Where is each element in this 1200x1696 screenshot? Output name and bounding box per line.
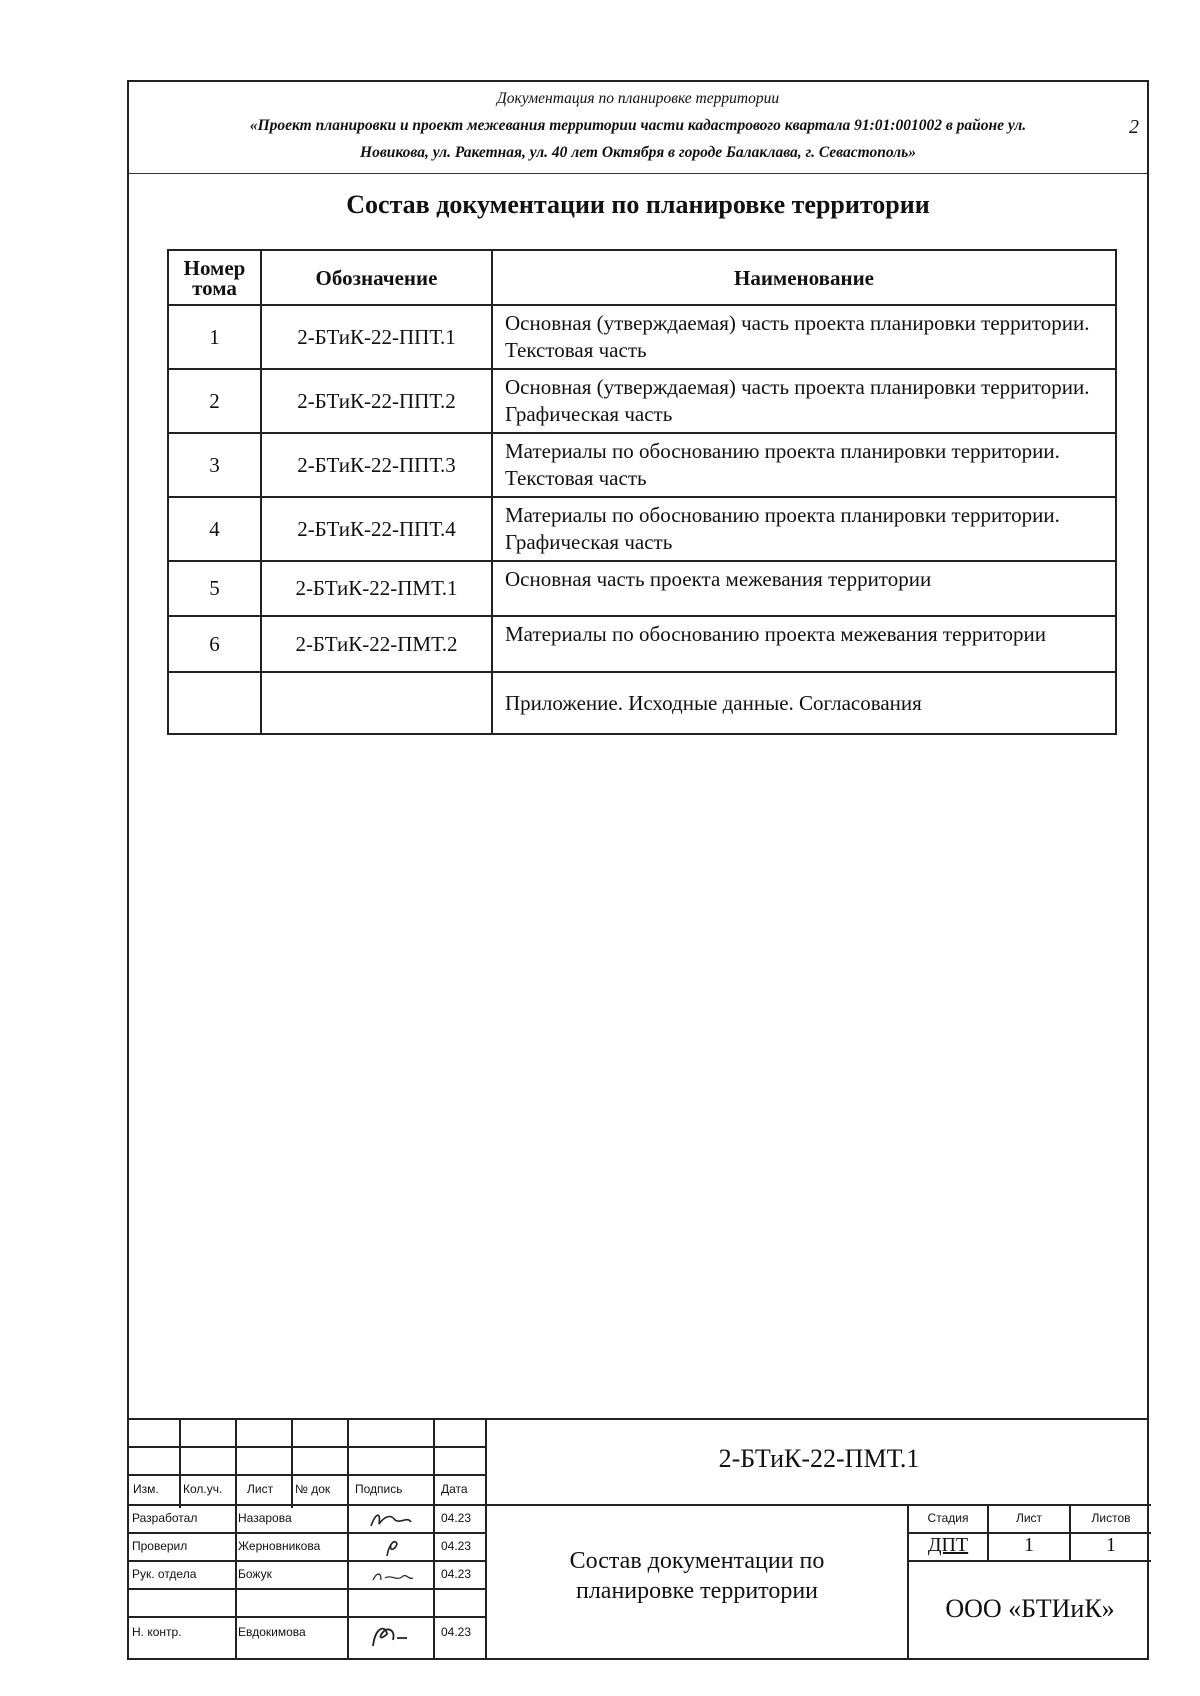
signature-mark <box>351 1506 431 1532</box>
stamp-col-ndok: № док <box>295 1482 331 1496</box>
role-label: Рук. отдела <box>132 1567 197 1581</box>
volume-code <box>261 672 492 734</box>
volume-code: 2-БТиК-22-ПМТ.1 <box>261 561 492 616</box>
stamp-grid-line <box>235 1420 237 1660</box>
volume-number: 5 <box>168 561 261 616</box>
stamp-grid-line <box>907 1504 909 1660</box>
volume-name: Материалы по обоснованию проекта планировки территории. Текстовая часть <box>492 433 1116 497</box>
stamp-grid-line <box>179 1420 181 1508</box>
stamp-grid-line <box>129 1504 1151 1506</box>
stamp-grid-line <box>129 1474 485 1476</box>
document-header <box>129 82 1147 174</box>
column-header-name: Наименование <box>492 250 1116 305</box>
role-date: 04.23 <box>441 1511 472 1525</box>
volume-name: Основная (утверждаемая) часть проекта планировки территории. Текстовая часть <box>492 305 1116 369</box>
stamp-col-list: Лист <box>247 1482 274 1496</box>
contents-table <box>167 249 1117 735</box>
volume-name: Основная часть проекта межевания территории <box>492 561 1116 616</box>
stamp-stage-value: ДПТ <box>927 1534 969 1556</box>
volume-code: 2-БТиК-22-ППТ.3 <box>261 433 492 497</box>
volume-number: 3 <box>168 433 261 497</box>
table-header-row <box>168 250 1116 305</box>
table-row <box>168 305 1116 369</box>
column-header-code: Обозначение <box>261 250 492 305</box>
stamp-sheet-value: 1 <box>1024 1534 1034 1556</box>
stamp-col-data: Дата <box>441 1482 468 1496</box>
table-row <box>168 561 1116 616</box>
volume-number: 1 <box>168 305 261 369</box>
volume-number: 4 <box>168 497 261 561</box>
stamp-col-podpis: Подпись <box>355 1482 403 1496</box>
volume-number: 2 <box>168 369 261 433</box>
stamp-company: ООО «БТИиК» <box>945 1594 1115 1623</box>
role-person: Жерновникова <box>238 1539 321 1553</box>
stamp-stage-header: Стадия <box>927 1511 969 1525</box>
stamp-grid-line <box>129 1616 485 1618</box>
table-row <box>168 616 1116 672</box>
stamp-sheet-header: Лист <box>1015 1511 1043 1525</box>
table-row <box>168 369 1116 433</box>
signature-mark <box>351 1534 431 1560</box>
role-date: 04.23 <box>441 1625 472 1639</box>
role-date: 04.23 <box>441 1567 472 1581</box>
stamp-doc-title-line-1: Состав документации по <box>569 1548 825 1574</box>
role-label: Проверил <box>132 1539 188 1553</box>
stamp-sheets-value: 1 <box>1106 1534 1116 1556</box>
stamp-grid-line <box>129 1446 485 1448</box>
table-row <box>168 672 1116 734</box>
title-block <box>129 1418 1147 1658</box>
signature-mark <box>351 1562 431 1588</box>
role-person: Евдокимова <box>238 1625 306 1639</box>
table-row <box>168 497 1116 561</box>
signature-mark <box>351 1618 431 1654</box>
header-line-2: «Проект планировки и проект межевания территории части кадастрового квартала 91:01:001002 в районе ул. <box>249 117 1027 134</box>
stamp-doc-title-line-2: планировке территории <box>575 1578 819 1604</box>
volume-number: 6 <box>168 616 261 672</box>
role-person: Назарова <box>238 1511 292 1525</box>
stamp-col-izm: Изм. <box>133 1482 159 1496</box>
volume-code: 2-БТиК-22-ПМТ.2 <box>261 616 492 672</box>
volume-name: Приложение. Исходные данные. Согласования <box>492 672 1116 734</box>
column-header-volume: Номер тома <box>168 250 261 305</box>
page-title: Состав документации по планировке территории <box>346 190 930 219</box>
volume-code: 2-БТиК-22-ППТ.4 <box>261 497 492 561</box>
stamp-grid-line <box>129 1532 485 1534</box>
stamp-grid-line <box>291 1420 293 1508</box>
volume-code: 2-БТиК-22-ППТ.1 <box>261 305 492 369</box>
volume-name: Материалы по обоснованию проекта межевания территории <box>492 616 1116 672</box>
sheet-number: 2 <box>1129 116 1139 138</box>
role-label: Разработал <box>132 1511 198 1525</box>
volume-code: 2-БТиК-22-ППТ.2 <box>261 369 492 433</box>
stamp-doc-code: 2-БТиК-22-ПМТ.1 <box>718 1444 920 1473</box>
volume-name: Материалы по обоснованию проекта планировки территории. Графическая часть <box>492 497 1116 561</box>
stamp-grid-line <box>347 1420 349 1660</box>
document-frame <box>127 80 1149 1660</box>
volume-name: Основная (утверждаемая) часть проекта планировки территории. Графическая часть <box>492 369 1116 433</box>
stamp-grid-line <box>907 1560 1151 1562</box>
role-label: Н. контр. <box>132 1625 182 1639</box>
volume-number <box>168 672 261 734</box>
header-line-1: Документация по планировке территории <box>496 90 780 107</box>
stamp-col-kol: Кол.уч. <box>183 1482 223 1496</box>
table-row <box>168 433 1116 497</box>
stamp-grid-line <box>129 1588 485 1590</box>
stamp-grid-line <box>129 1560 485 1562</box>
role-person: Божук <box>238 1567 272 1581</box>
stamp-grid-line <box>433 1420 435 1660</box>
role-date: 04.23 <box>441 1539 472 1553</box>
stamp-sheets-header: Листов <box>1091 1511 1131 1525</box>
header-line-3: Новикова, ул. Ракетная, ул. 40 лет Октября в городе Балаклава, г. Севастополь» <box>360 144 916 161</box>
